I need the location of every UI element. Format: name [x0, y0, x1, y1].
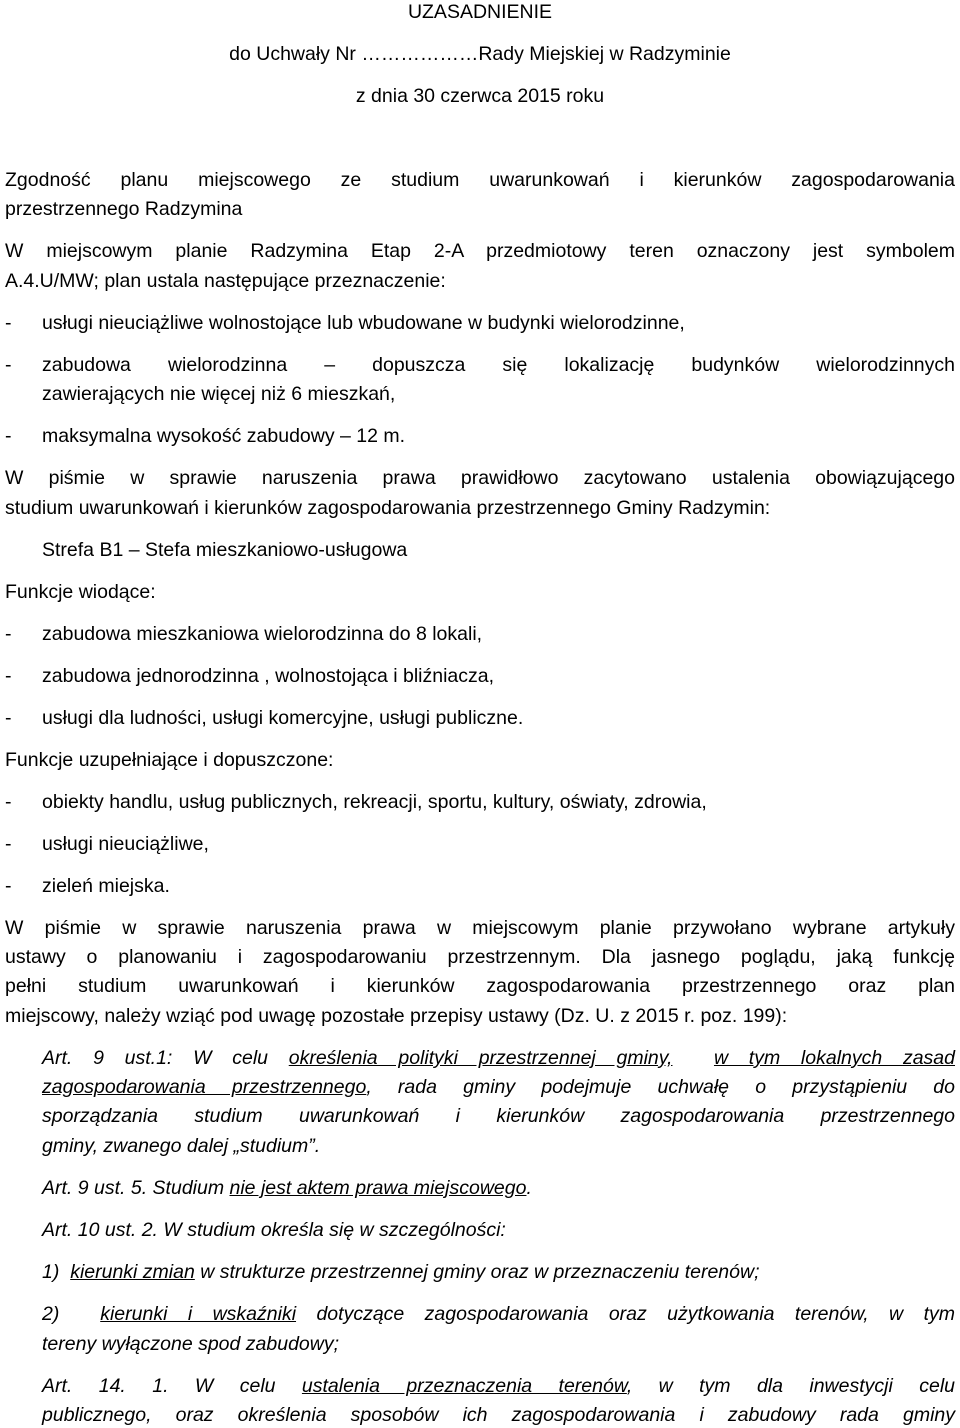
- article-underlined: określenia polityki przestrzennej gminy,: [288, 1047, 673, 1069]
- zone-label: Strefa B1 – Stefa mieszkaniowo-usługowa: [42, 539, 408, 561]
- section-heading-line-1: Zgodność planu miejscowego ze studium uwarunkowań i kierunków zagospodarowania: [5, 169, 955, 191]
- study-paragraph-line-1: W piśmie w sprawie naruszenia prawa prawidłowo zacytowano ustalenia obowiązującego: [5, 467, 955, 489]
- article-10-2-item-1: [42, 1260, 955, 1284]
- study-paragraph-line-2: studium uwarunkowań i kierunków zagospodarowania przestrzennego Gminy Radzymin:: [5, 497, 771, 519]
- article-10-2-item-2-line-2: tereny wyłączone spod zabudowy;: [42, 1333, 340, 1355]
- article-text: [672, 1047, 713, 1069]
- article-9-1-line-2: [42, 1075, 955, 1099]
- article-14-1-line-2: publicznego, oraz określenia sposobów ich zagospodarowania i zabudowy rada gminy: [42, 1404, 955, 1426]
- supplementary-item-text: obiekty handlu, usług publicznych, rekreacji, sportu, kultury, oświaty, zdrowia,: [42, 791, 707, 813]
- statute-paragraph-line-2: ustawy o planowaniu i zagospodarowaniu przestrzennym. Dla jasnego poglądu, jaką funkcję: [5, 946, 955, 968]
- plan-item-text: usługi nieuciążliwe wolnostojące lub wbudowane w budynki wielorodzinne,: [42, 312, 685, 334]
- article-underlined: zagospodarowania przestrzennego: [42, 1076, 367, 1098]
- article-text: Art. 9 ust. 5. Studium: [42, 1177, 230, 1199]
- plan-item-text: zabudowa wielorodzinna – dopuszcza się lokalizację budynków wielorodzinnych: [42, 354, 955, 376]
- list-dash: -: [5, 354, 12, 376]
- article-text: Art. 14. 1. W celu: [42, 1375, 302, 1397]
- list-dash: -: [5, 665, 12, 687]
- article-14-1-line-1: [42, 1374, 955, 1398]
- statute-paragraph-line-3: pełni studium uwarunkowań i kierunków zagospodarowania przestrzennego oraz plan: [5, 975, 955, 997]
- article-underlined: kierunki zmian: [70, 1261, 195, 1283]
- article-text: w strukturze przestrzennej gminy oraz w przeznaczeniu terenów;: [194, 1261, 760, 1283]
- leading-item-text: zabudowa jednorodzinna , wolnostojąca i bliźniacza,: [42, 665, 495, 687]
- article-text: dotyczące zagospodarowania oraz użytkowania terenów, w tym: [296, 1303, 955, 1325]
- article-underlined: w tym lokalnych zasad: [713, 1047, 956, 1069]
- list-dash: -: [5, 875, 12, 897]
- article-text: Art. 9 ust.1: W celu: [42, 1047, 289, 1069]
- article-text: , rada gminy podejmuje uchwałę o przystąpieniu do: [366, 1076, 955, 1098]
- list-dash: -: [5, 791, 12, 813]
- supplementary-item-text: usługi nieuciążliwe,: [42, 833, 209, 855]
- plan-item-text: maksymalna wysokość zabudowy – 12 m.: [42, 425, 406, 447]
- intro-line-1: W miejscowym planie Radzymina Etap 2-A przedmiotowy teren oznaczony jest symbolem: [5, 240, 955, 262]
- list-dash: -: [5, 312, 12, 334]
- article-text: .: [526, 1177, 532, 1199]
- article-9-1-line-1: [42, 1046, 955, 1070]
- resolution-line: do Uchwały Nr ………………Rady Miejskiej w Radzyminie: [229, 43, 731, 65]
- article-9-5: [42, 1176, 955, 1200]
- document-title: UZASADNIENIE: [407, 1, 553, 23]
- article-10-2-item-2-line-1: [42, 1302, 955, 1326]
- plan-item-continuation: zawierających nie więcej niż 6 mieszkań,: [42, 383, 396, 405]
- article-text: 1): [42, 1261, 71, 1283]
- list-dash: -: [5, 707, 12, 729]
- list-dash: -: [5, 623, 12, 645]
- leading-functions-label: Funkcje wiodące:: [5, 581, 156, 603]
- section-heading-line-2: przestrzennego Radzymina: [5, 198, 243, 220]
- article-text: , w tym dla inwestycji celu: [626, 1375, 955, 1397]
- statute-paragraph-line-4: miejscowy, należy wziąć pod uwagę pozostałe przepisy ustawy (Dz. U. z 2015 r. poz. 199):: [5, 1005, 788, 1027]
- article-9-1-line-3: sporządzania studium uwarunkowań i kierunków zagospodarowania przestrzennego: [42, 1105, 955, 1127]
- article-10-2: Art. 10 ust. 2. W studium określa się w szczególności:: [42, 1219, 506, 1241]
- intro-line-2: A.4.U/MW; plan ustala następujące przeznaczenie:: [5, 270, 446, 292]
- article-9-1-line-4: gminy, zwanego dalej „studium”.: [42, 1135, 321, 1157]
- article-underlined: nie jest aktem prawa miejscowego: [229, 1177, 527, 1199]
- article-underlined: ustalenia przeznaczenia terenów: [301, 1375, 627, 1397]
- supplementary-item-text: zieleń miejska.: [42, 875, 170, 897]
- leading-item-text: zabudowa mieszkaniowa wielorodzinna do 8 lokali,: [42, 623, 483, 645]
- article-text: 2): [42, 1303, 101, 1325]
- date-line: z dnia 30 czerwca 2015 roku: [355, 85, 605, 107]
- statute-paragraph-line-1: W piśmie w sprawie naruszenia prawa w miejscowym planie przywołano wybrane artykuły: [5, 917, 955, 939]
- list-dash: -: [5, 833, 12, 855]
- article-underlined: kierunki i wskaźniki: [100, 1303, 297, 1325]
- supplementary-functions-label: Funkcje uzupełniające i dopuszczone:: [5, 749, 334, 771]
- leading-item-text: usługi dla ludności, usługi komercyjne, usługi publiczne.: [42, 707, 524, 729]
- list-dash: -: [5, 425, 12, 447]
